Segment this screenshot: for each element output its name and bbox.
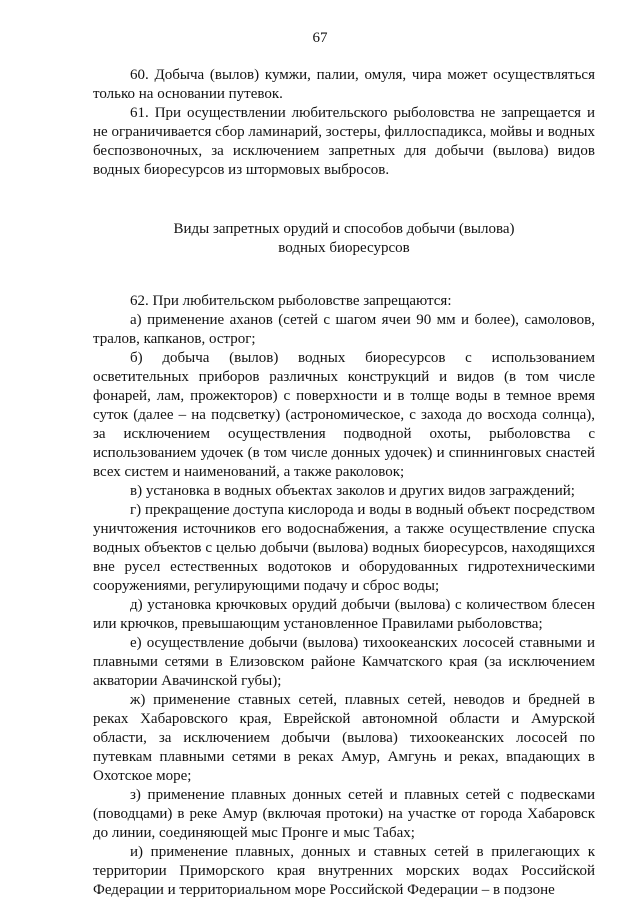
section-heading-line-1: Виды запретных орудий и способов добычи (вылова) [173,221,515,237]
item-g: г) прекращение доступа кислорода и воды в водный объект посредством уничтожения источников его водоснабжения, а также осуществление спуска водных объектов с целью добычи (вылова) водных биоресурсов, находящихся вне русел естественных водотоков и оборудованных гидротехническими сооружениями, регулирующими подачу и сброс воды; [93,502,595,594]
item-zh: ж) применение ставных сетей, плавных сетей, неводов и бредней в реках Хабаровского края, Еврейской автономной области и Амурской области, за исключением добычи (вылова) тихоокеанских лососей по путевкам плавными сетями в реках Амур, Амгунь и реках, впадающих в Охотское море; [93,692,595,784]
item-v: в) установка в водных объектах заколов и других видов заграждений; [130,483,575,499]
item-z: з) применение плавных донных сетей и плавных сетей с подвесками (поводцами) в реке Амур (включая протоки) на участке от города Хабаровск до линии, соединяющей мыс Пронге и мыс Табах; [93,787,595,841]
item-e: е) осуществление добычи (вылова) тихоокеанских лососей ставными и плавными сетями в Елизовском районе Камчатского края (за исключением акватории Авачинской губы); [93,635,595,689]
section-heading [93,220,595,258]
page-number: 67 [312,30,328,46]
document-body [93,66,595,900]
paragraph-60: 60. Добыча (вылов) кумжи, палии, омуля, чира может осуществляться только на основании путевок. [93,67,595,102]
section-heading-line-2: водных биоресурсов [278,240,410,256]
item-b: б) добыча (вылов) водных биоресурсов с использованием осветительных приборов различных конструкций и видов (в том числе фонарей, лам, прожекторов) с поверхности и в толще воды в темное время суток (далее – на подсветку) (астрономическое, с захода до восхода солнца), за исключением осуществления подводной охоты, рыболовства с использованием удочек (в том числе донных удочек) и спиннинговых снастей всех систем и наименований, а также раколовок; [93,350,595,480]
paragraph-62: 62. При любительском рыболовстве запрещаются: [130,293,452,309]
paragraph-61: 61. При осуществлении любительского рыболовства не запрещается и не ограничивается сбор ламинарий, зостеры, филлоспадикса, мойвы и водных беспозвоночных, за исключением запретных для добычи (вылова) видов водных биоресурсов из штормовых выбросов. [93,105,595,178]
item-a: а) применение аханов (сетей с шагом ячеи 90 мм и более), самоловов, тралов, капканов, острог; [93,312,595,347]
spacer [93,258,595,292]
item-i: и) применение плавных, донных и ставных сетей в прилегающих к территории Приморского края внутренних морских водах Российской Федерации и территориальном море Российской Федерации – в подзоне [93,844,595,898]
item-d: д) установка крючковых орудий добычи (вылова) с количеством блесен или крючков, превышающим установленное Правилами рыболовства; [93,597,595,632]
